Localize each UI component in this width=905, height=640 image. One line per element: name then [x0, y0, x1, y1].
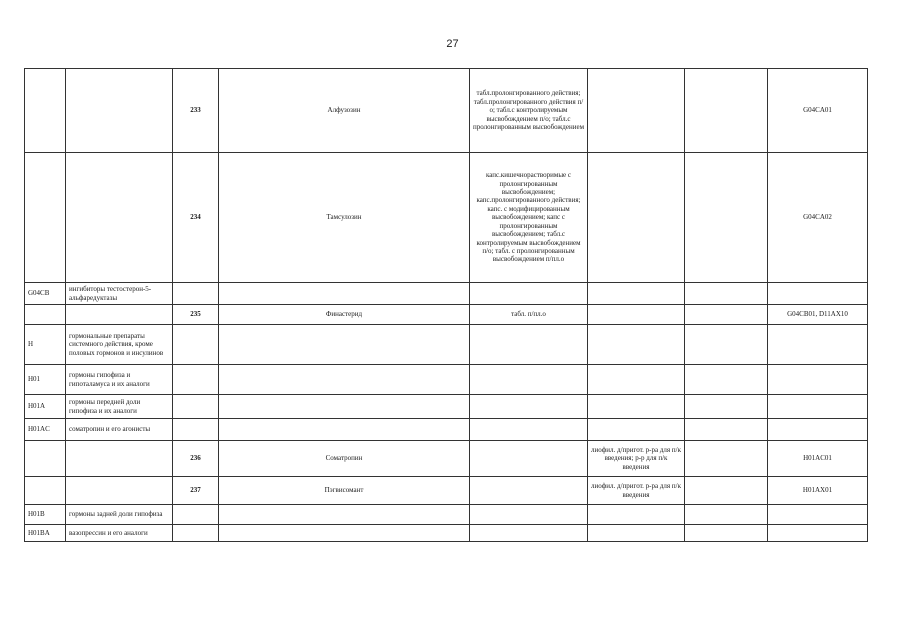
atc-code: G04CB01, D11AX10 [768, 305, 868, 325]
table-row [25, 305, 868, 325]
dosage-form-alt: лиофил. д/пригот. р-ра для п/к введения [588, 477, 685, 505]
dosage-form: капс.кишечнорастворимые с пролонгированным высвобождением; капс.пролонгированного действия; капс. с модифицированным высвобождением; капс с пролонгированным высвобождением; табл.с контролируемым высвобождением п/о; табл. с пролонгированным высвобождением п/пл.о [470, 153, 588, 283]
drug-name [219, 419, 470, 441]
dosage-form [470, 395, 588, 419]
row-number: 236 [173, 441, 219, 477]
atc-code [768, 365, 868, 395]
table-row [25, 325, 868, 365]
dosage-form [470, 505, 588, 525]
atc-group-code: H01B [25, 505, 66, 525]
table-row [25, 283, 868, 305]
dosage-form-alt [588, 325, 685, 365]
extra-column [685, 69, 768, 153]
row-number [173, 283, 219, 305]
dosage-form-alt [588, 505, 685, 525]
extra-column [685, 365, 768, 395]
extra-column [685, 441, 768, 477]
atc-group-code: H01A [25, 395, 66, 419]
atc-code: H01AC01 [768, 441, 868, 477]
atc-code [768, 395, 868, 419]
table-row [25, 153, 868, 283]
atc-group-code [25, 477, 66, 505]
dosage-form-alt [588, 153, 685, 283]
drug-name [219, 325, 470, 365]
drug-name [219, 395, 470, 419]
atc-group-code: H01AC [25, 419, 66, 441]
atc-code: H01AX01 [768, 477, 868, 505]
atc-code [768, 505, 868, 525]
group-description: гормональные препараты системного действия, кроме половых гормонов и инсулинов [66, 325, 173, 365]
drug-name: Тамсулозин [219, 153, 470, 283]
row-number [173, 365, 219, 395]
row-number [173, 505, 219, 525]
dosage-form-alt [588, 525, 685, 542]
table-row [25, 419, 868, 441]
dosage-form-alt [588, 395, 685, 419]
group-description [66, 477, 173, 505]
atc-group-code: H01BA [25, 525, 66, 542]
group-description: ингибиторы тестостерон-5-альфаредуктазы [66, 283, 173, 305]
table-row [25, 69, 868, 153]
group-description [66, 69, 173, 153]
atc-code [768, 525, 868, 542]
drug-name: Пэгвисомант [219, 477, 470, 505]
dosage-form-alt [588, 305, 685, 325]
atc-group-code: H01 [25, 365, 66, 395]
group-description: гормоны задней доли гипофиза [66, 505, 173, 525]
dosage-form [470, 283, 588, 305]
atc-code [768, 283, 868, 305]
extra-column [685, 395, 768, 419]
row-number: 233 [173, 69, 219, 153]
extra-column [685, 419, 768, 441]
drug-name [219, 505, 470, 525]
dosage-form [470, 477, 588, 505]
group-description [66, 441, 173, 477]
drug-name [219, 365, 470, 395]
dosage-form-alt [588, 365, 685, 395]
row-number: 235 [173, 305, 219, 325]
drug-name [219, 283, 470, 305]
group-description [66, 153, 173, 283]
row-number: 237 [173, 477, 219, 505]
dosage-form-alt [588, 419, 685, 441]
atc-group-code [25, 69, 66, 153]
extra-column [685, 525, 768, 542]
group-description: гормоны гипофиза и гипоталамуса и их аналоги [66, 365, 173, 395]
dosage-form: табл.пролонгированного действия; табл.пролонгированного действия п/о; табл.с контролируемым высвобождением п/о; табл.с пролонгированным высвобождением [470, 69, 588, 153]
atc-code: G04CA02 [768, 153, 868, 283]
dosage-form-alt: лиофил. д/пригот. р-ра для п/к введения; р-р для п/к введения [588, 441, 685, 477]
row-number [173, 395, 219, 419]
dosage-form [470, 441, 588, 477]
dosage-form-alt [588, 283, 685, 305]
atc-group-code: H [25, 325, 66, 365]
row-number: 234 [173, 153, 219, 283]
row-number [173, 419, 219, 441]
dosage-form [470, 419, 588, 441]
dosage-form: табл. п/пл.о [470, 305, 588, 325]
table-row [25, 477, 868, 505]
extra-column [685, 505, 768, 525]
page-number: 27 [446, 38, 459, 50]
dosage-form [470, 525, 588, 542]
drug-table [24, 68, 868, 542]
extra-column [685, 325, 768, 365]
drug-name: Соматропин [219, 441, 470, 477]
extra-column [685, 283, 768, 305]
row-number [173, 525, 219, 542]
dosage-form [470, 365, 588, 395]
table-row [25, 505, 868, 525]
row-number [173, 325, 219, 365]
drug-name: Алфузозин [219, 69, 470, 153]
dosage-form-alt [588, 69, 685, 153]
dosage-form [470, 325, 588, 365]
table-row [25, 365, 868, 395]
drug-name: Финастерид [219, 305, 470, 325]
table-row [25, 441, 868, 477]
group-description [66, 305, 173, 325]
group-description: соматропин и его агонисты [66, 419, 173, 441]
group-description: вазопрессин и его аналоги [66, 525, 173, 542]
atc-group-code [25, 305, 66, 325]
atc-group-code: G04CB [25, 283, 66, 305]
extra-column [685, 477, 768, 505]
atc-code: G04CA01 [768, 69, 868, 153]
group-description: гормоны передней доли гипофиза и их аналоги [66, 395, 173, 419]
extra-column [685, 305, 768, 325]
atc-code [768, 325, 868, 365]
extra-column [685, 153, 768, 283]
table-row [25, 525, 868, 542]
table-row [25, 395, 868, 419]
atc-group-code [25, 153, 66, 283]
drug-name [219, 525, 470, 542]
atc-group-code [25, 441, 66, 477]
atc-code [768, 419, 868, 441]
